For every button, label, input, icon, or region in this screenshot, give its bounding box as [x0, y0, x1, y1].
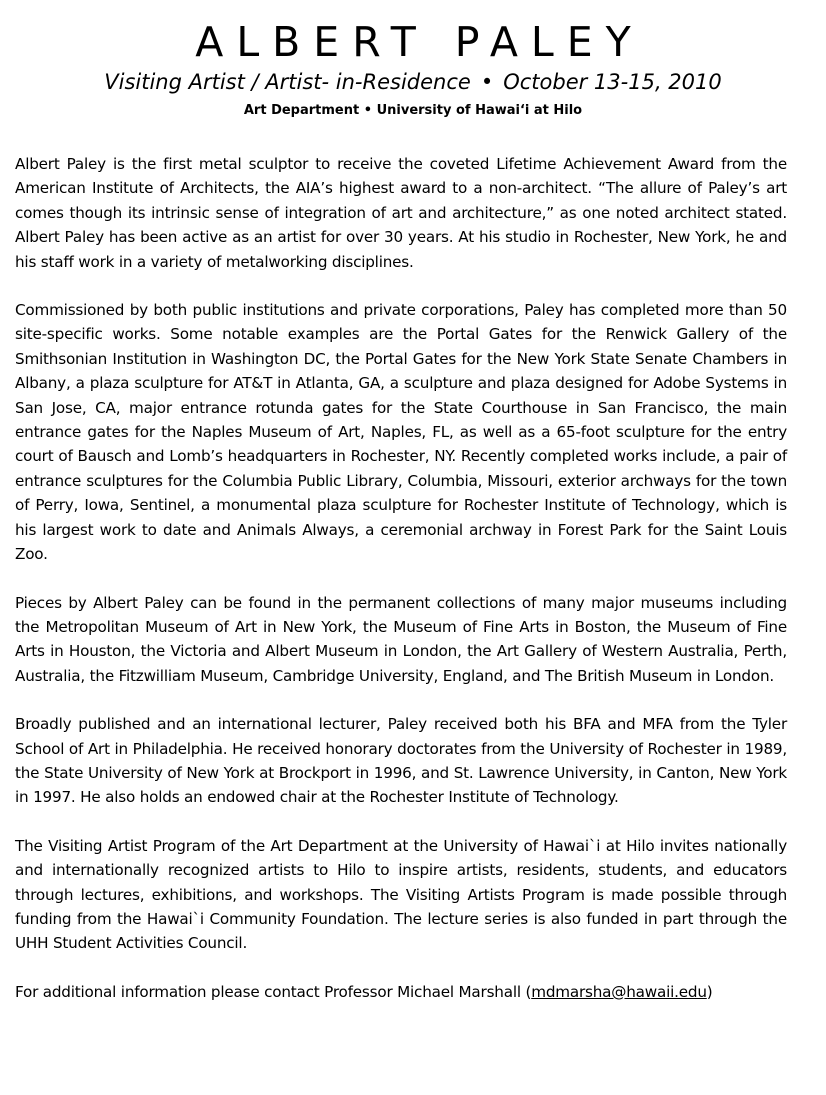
event-subtitle [0, 69, 826, 95]
paragraph-achievement: Albert Paley is the first metal sculptor to receive the coveted Lifetime Achievement Award from the American Institute of Architects, the AIA’s highest award to a non-architect. “The allure of Paley’s art comes though its intrinsic sense of integration of art and architecture,” as one noted architect stated. Albert Paley has been active as an artist for over 30 years. At his studio in Rochester, New York, he and his staff work in a variety of metalworking disciplines. [15, 155, 787, 271]
event-role: Visiting Artist / Artist- in-Residence [104, 70, 471, 94]
contact-line [15, 980, 787, 1004]
event-dates: October 13-15, 2010 [503, 70, 722, 94]
paragraph-commissions: Commissioned by both public institutions and private corporations, Paley has completed more than 50 site-specific works. Some notable examples are the Portal Gates for the Renwick Gallery of the Smithsonian Institution in Washington DC, the Portal Gates for the New York State Senate Chambers in Albany, a plaza sculpture for AT&T in Atlanta, GA, a sculpture and plaza designed for Adobe Systems in San Jose, CA, major entrance rotunda gates for the State Courthouse in San Francisco, the main entrance gates for the Naples Museum of Art, Naples, FL, as well as a 65-foot sculpture for the entry court of Bausch and Lomb’s headquarters in Rochester, NY. Recently completed works include, a pair of entrance sculptures for the Columbia Public Library, Columbia, Missouri, exterior archways for the town of Perry, Iowa, Sentinel, a monumental plaza sculpture for Rochester Institute of Technology, which is his largest work to date and Animals Always, a ceremonial archway in Forest Park for the Saint Louis Zoo. [15, 301, 787, 564]
subtitle-separator: • [480, 70, 494, 94]
page-title: ALBERT PALEY [195, 18, 644, 66]
paragraph-education: Broadly published and an international lecturer, Paley received both his BFA and MFA from the Tyler School of Art in Philadelphia. He received honorary doctorates from the University of Rochester in 1989, the State University of New York at Brockport in 1996, and St. Lawrence University, in Canton, New York in 1997. He also holds an endowed chair at the Rochester Institute of Technology. [15, 715, 787, 807]
document-body [15, 152, 787, 1028]
contact-prefix: For additional information please contact Professor Michael Marshall ( [15, 982, 532, 1001]
paragraph-program: The Visiting Artist Program of the Art Department at the University of Hawai`i at Hilo invites nationally and internationally recognized artists to Hilo to inspire artists, residents, students, and educators through lectures, exhibitions, and workshops. The Visiting Artists Program is made possible through funding from the Hawai`i Community Foundation. The lecture series is also funded in part through the UHH Student Activities Council. [15, 836, 787, 953]
contact-email-link[interactable]: mdmarsha@hawaii.edu [531, 982, 707, 1001]
page-header [0, 18, 826, 120]
paragraph-collections: Pieces by Albert Paley can be found in the permanent collections of many major museums including the Metropolitan Museum of Art in New York, the Museum of Fine Arts in Boston, the Museum of Fine Arts in Houston, the Victoria and Albert Museum in London, the Art Gallery of Western Australia, Perth, Australia, the Fitzwilliam Museum, Cambridge University, England, and The British Museum in London. [15, 593, 787, 685]
department-line: Art Department • University of Hawai‘i at Hilo [243, 103, 583, 118]
contact-suffix: ) [706, 982, 713, 1001]
